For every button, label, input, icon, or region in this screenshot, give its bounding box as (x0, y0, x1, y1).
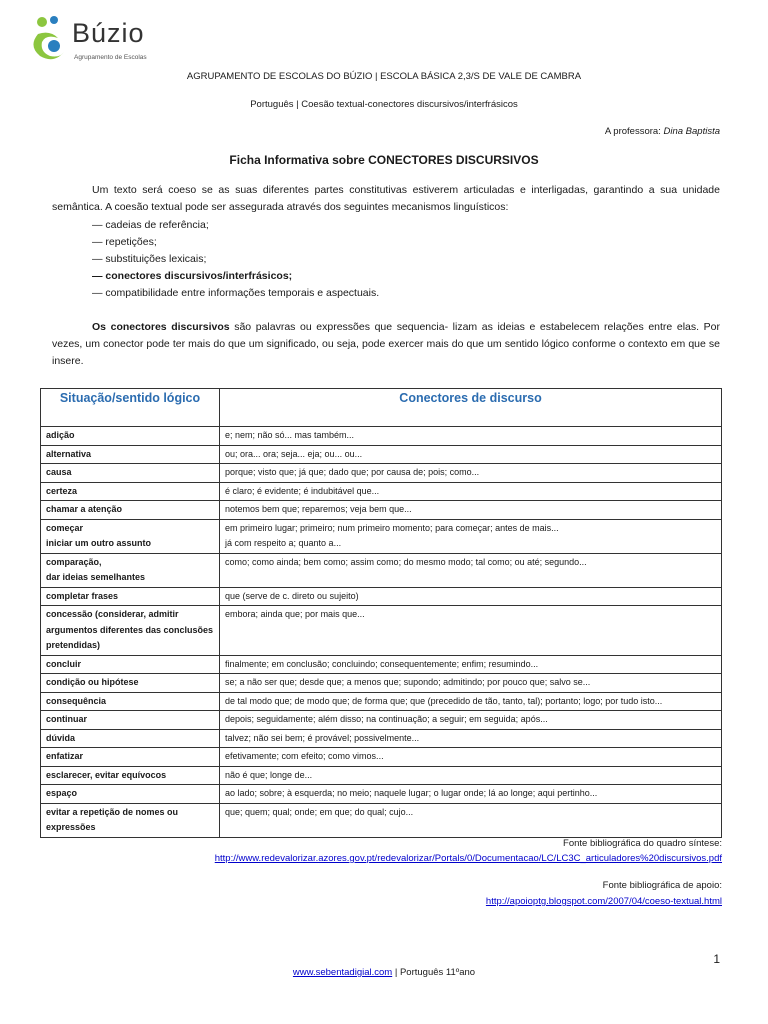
situation-cell: concessão (considerar, admitir argumentos diferentes das conclusões pretendidas) (41, 606, 220, 656)
connectors-cell: de tal modo que; de modo que; de forma que; que (precedido de tão, tanto, tal); portanto; logo; por tudo isto... (220, 692, 722, 711)
connectors-cell: é claro; é evidente; é indubitável que... (220, 482, 722, 501)
teacher-name: Dina Baptista (663, 126, 720, 137)
connectors-cell: que; quem; qual; onde; em que; do qual; cujo... (220, 803, 722, 837)
connectors-cell: finalmente; em conclusão; concluindo; consequentemente; enfim; resumindo... (220, 655, 722, 674)
connectors-cell: ao lado; sobre; à esquerda; no meio; naquele lugar; o lugar onde; lá ao longe; aqui pertinho... (220, 785, 722, 804)
table-row (41, 729, 722, 748)
connectors-cell: notemos bem que; reparemos; veja bem que... (220, 501, 722, 520)
situation-cell: enfatizar (41, 748, 220, 767)
summary-source-label: Fonte bibliográfica do quadro síntese: (563, 838, 722, 849)
table-row (41, 445, 722, 464)
intro-paragraph: Um texto será coeso se as suas diferentes partes constitutivas estiverem articuladas e interligadas, garantindo a sua unidade semântica. A coesão textual pode ser assegurada através dos seguintes mecanismos linguísticos: (52, 184, 720, 213)
table-row (41, 587, 722, 606)
table-row (41, 427, 722, 446)
connectors-term: Os conectores discursivos (92, 321, 230, 333)
table-header-row (41, 389, 722, 427)
table-row (41, 785, 722, 804)
table-row (41, 464, 722, 483)
footer-course: | Português 11ºano (392, 967, 476, 978)
table-row (41, 519, 722, 553)
connectors-cell: efetivamente; com efeito; como vimos... (220, 748, 722, 767)
table-row (41, 711, 722, 730)
support-source-link[interactable]: http://apoioptg.blogspot.com/2007/04/coeso-textual.html (485, 896, 722, 907)
table-row (41, 766, 722, 785)
logo-subtitle: Agrupamento de Escolas (74, 54, 147, 61)
footer-site-link[interactable]: www.sebentadigial.com (292, 967, 393, 978)
connectors-cell: embora; ainda que; por mais que... (220, 606, 722, 656)
table-row (41, 692, 722, 711)
teacher-line (605, 126, 720, 137)
situation-cell: espaço (41, 785, 220, 804)
situation-cell: completar frases (41, 587, 220, 606)
mechanism-item: — substituições lexicais; (92, 253, 207, 265)
situation-cell: adição (41, 427, 220, 446)
situation-cell: começar iniciar um outro assunto (41, 519, 220, 553)
connectors-paragraph (52, 319, 720, 370)
connectors-cell: depois; seguidamente; além disso; na continuação; a seguir; em seguida; após... (220, 711, 722, 730)
connectors-cell: ou; ora... ora; seja... eja; ou... ou... (220, 445, 722, 464)
table-row (41, 803, 722, 837)
page-number: 1 (713, 952, 720, 966)
mechanism-item: — repetições; (92, 236, 157, 248)
school-header: AGRUPAMENTO DE ESCOLAS DO BÚZIO | ESCOLA BÁSICA 2,3/S DE VALE DE CAMBRA (186, 71, 582, 82)
connectors-cell: talvez; não sei bem; é provável; possivelmente... (220, 729, 722, 748)
situation-cell: chamar a atenção (41, 501, 220, 520)
subject-header: Português | Coesão textual-conectores discursivos/interfrásicos (250, 99, 518, 110)
situation-cell: consequência (41, 692, 220, 711)
support-source-label: Fonte bibliográfica de apoio: (602, 880, 722, 891)
logo-name: Búzio (72, 18, 145, 48)
connectors-cell: e; nem; não só... mas também... (220, 427, 722, 446)
situation-cell: alternativa (41, 445, 220, 464)
table-row (41, 606, 722, 656)
table-row (41, 482, 722, 501)
table-row (41, 674, 722, 693)
table-row (41, 501, 722, 520)
header-situation: Situação/sentido lógico (41, 389, 220, 427)
situation-cell: esclarecer, evitar equívocos (41, 766, 220, 785)
connectors-table (40, 388, 722, 838)
connectors-cell: como; como ainda; bem como; assim como; do mesmo modo; tal como; ou até; segundo... (220, 553, 722, 587)
situation-cell: certeza (41, 482, 220, 501)
footer (0, 967, 768, 978)
connectors-definition: são palavras ou expressões que sequencia- lizam as ideias e estabelecem relações entre elas. Por vezes, um conector pode ter mais do que um significado, ou seja, pode exercer mais do que um sentido lógico conforme o contexto em que se insere. (52, 321, 720, 367)
table-row (41, 553, 722, 587)
situation-cell: dúvida (41, 729, 220, 748)
page-title: Ficha Informativa sobre CONECTORES DISCURSIVOS (229, 153, 539, 167)
mechanism-item: — cadeias de referência; (92, 219, 209, 231)
header-connectors: Conectores de discurso (220, 389, 722, 427)
situation-cell: evitar a repetição de nomes ou expressões (41, 803, 220, 837)
situation-cell: continuar (41, 711, 220, 730)
situation-cell: condição ou hipótese (41, 674, 220, 693)
mechanism-item: — compatibilidade entre informações temporais e aspectuais. (92, 287, 380, 299)
connectors-cell: porque; visto que; já que; dado que; por causa de; pois; como... (220, 464, 722, 483)
summary-source-link[interactable]: http://www.redevalorizar.azores.gov.pt/redevalorizar/Portals/0/Documentacao/LC/LC3C_articuladores%20discursivos.pdf (214, 853, 722, 864)
table-body (41, 427, 722, 838)
situation-cell: comparação, dar ideias semelhantes (41, 553, 220, 587)
teacher-label: A professora: (604, 126, 661, 137)
table-row (41, 655, 722, 674)
connectors-cell: em primeiro lugar; primeiro; num primeiro momento; para começar; antes de mais... já com respeito a; quanto a... (220, 519, 722, 553)
mechanism-item: — conectores discursivos/interfrásicos; (92, 270, 293, 282)
table-row (41, 748, 722, 767)
mechanisms-list (92, 217, 379, 302)
connectors-cell: que (serve de c. direto ou sujeito) (220, 587, 722, 606)
situation-cell: causa (41, 464, 220, 483)
connectors-cell: não é que; longe de... (220, 766, 722, 785)
situation-cell: concluir (41, 655, 220, 674)
connectors-cell: se; a não ser que; desde que; a menos que; supondo; admitindo; por pouco que; salvo se... (220, 674, 722, 693)
